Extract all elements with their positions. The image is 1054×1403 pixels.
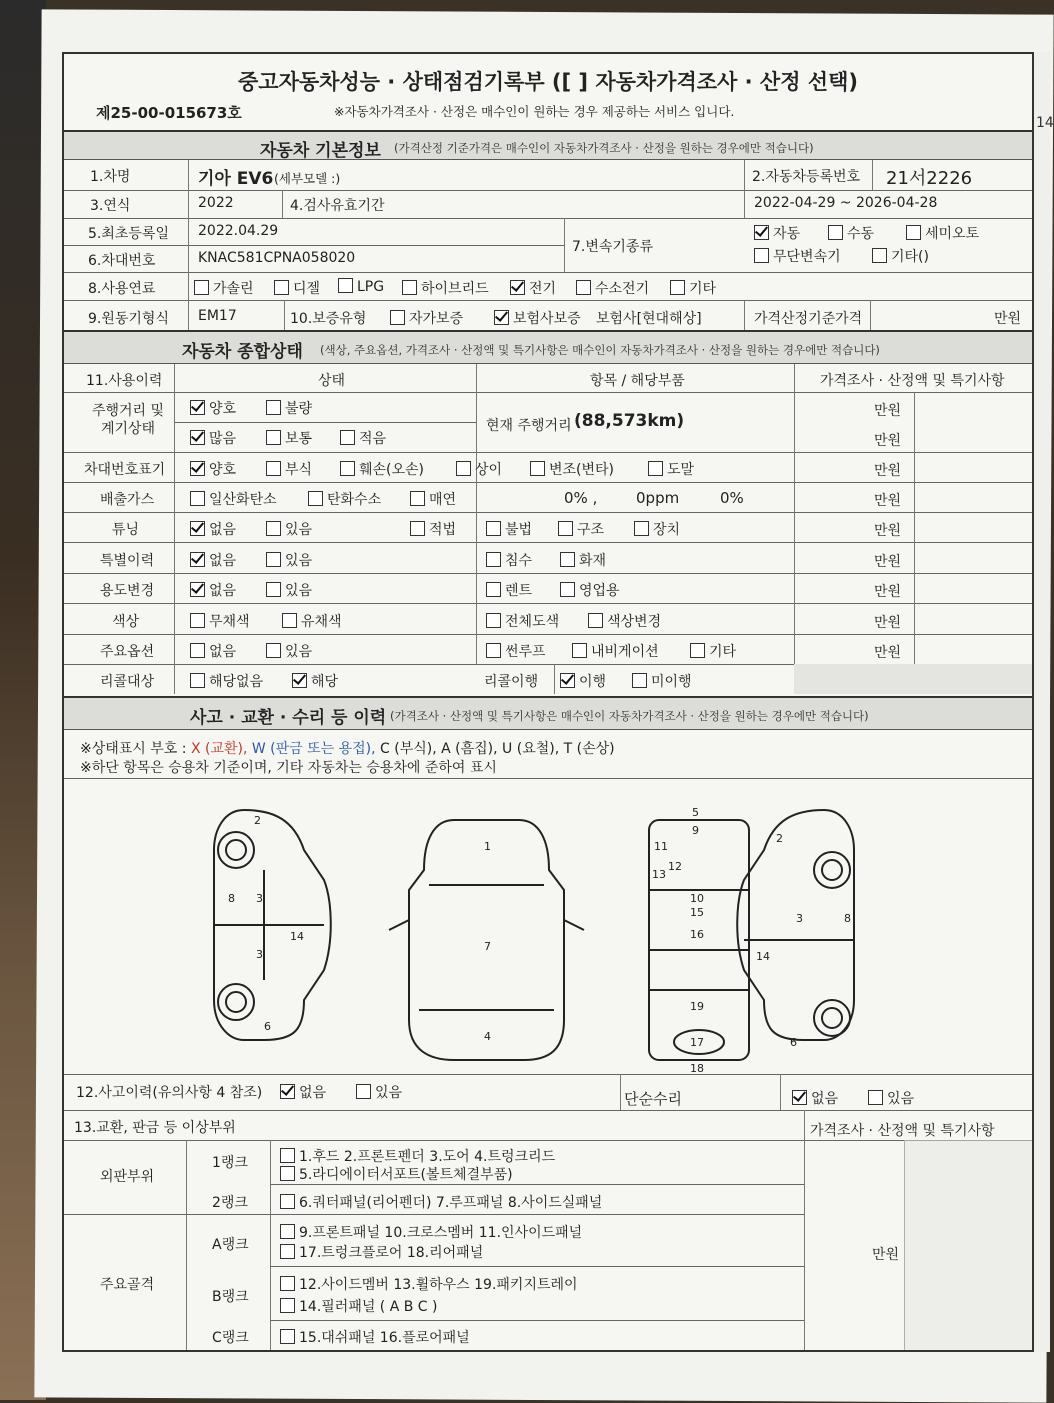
- chromatic-checkbox[interactable]: [282, 613, 297, 628]
- warranty-label: 10.보증유형: [290, 311, 367, 327]
- manual-checkbox[interactable]: [828, 225, 843, 240]
- right-part-label-3: 3: [796, 912, 803, 925]
- overall-state-note: (색상, 주요옵션, 가격조사 · 산정액 및 특기사항은 매수인이 자동차가격조사 · 산정을 원하는 경우에만 적습니다): [320, 343, 880, 357]
- fuel-other-checkbox[interactable]: [670, 280, 685, 295]
- legend-line: [80, 738, 615, 758]
- mileage-normal-checkbox[interactable]: [266, 430, 281, 445]
- part-label-2: 2: [254, 814, 261, 827]
- rankB-items-2: 14.필러패널 ( A B C ): [280, 1296, 438, 1316]
- options-none[interactable]: 없음: [190, 641, 236, 661]
- hydrogen-checkbox[interactable]: [576, 280, 591, 295]
- accident-note: (가격조사 · 산정액 및 특기사항은 매수인이 자동차가격조사 · 산정을 원하는 경우에만 적습니다): [390, 709, 869, 723]
- part-label-4: 4: [484, 1030, 491, 1043]
- year-label: 3.연식: [90, 198, 131, 214]
- color-full-paint[interactable]: 전체도색: [486, 611, 559, 631]
- smoke-checkbox[interactable]: [410, 491, 425, 506]
- mileage-good-checkbox[interactable]: [190, 400, 205, 415]
- part-label-18: 18: [690, 1062, 704, 1075]
- rank2-label: 2랭크: [212, 1195, 248, 1211]
- right-part-label-8: 8: [844, 912, 851, 925]
- mileage-price-unit-2: 만원: [874, 433, 902, 449]
- car-name-label: 1.차명: [90, 169, 131, 185]
- part-label-1: 1: [484, 840, 491, 853]
- rankA-checkbox-2[interactable]: [280, 1244, 295, 1259]
- gasoline-checkbox[interactable]: [194, 280, 209, 295]
- special-none[interactable]: 없음: [190, 550, 236, 570]
- tuning-label: 튜닝: [112, 522, 140, 538]
- right-side-front-wheel: [814, 852, 850, 888]
- accident-header: [64, 696, 1032, 730]
- recall-label: 리콜대상: [100, 674, 155, 690]
- insurer-name: 보험사[현대해상]: [596, 311, 702, 327]
- outer-panel-label: 외판부위: [100, 1169, 155, 1185]
- options-other[interactable]: 기타: [690, 641, 736, 661]
- overall-state-title: 자동차 종합상태: [182, 342, 303, 362]
- part-label-19: 19: [690, 1000, 704, 1013]
- sunroof-checkbox[interactable]: [486, 643, 501, 658]
- emission-co[interactable]: 일산화탄소: [190, 489, 277, 509]
- hc-value: 0ppm: [636, 489, 680, 507]
- options-exists-checkbox[interactable]: [266, 643, 281, 658]
- usage-change-none[interactable]: 없음: [190, 580, 236, 600]
- warranty-insurer[interactable]: 보험사보증: [494, 308, 581, 328]
- usage-change-exists[interactable]: 있음: [266, 580, 312, 600]
- basic-info-title: 자동차 기본정보: [260, 141, 381, 161]
- rankB-label: B랭크: [212, 1289, 249, 1305]
- tuning-none-checkbox[interactable]: [190, 521, 205, 536]
- semi-auto-checkbox[interactable]: [906, 225, 921, 240]
- transmission-auto[interactable]: 자동: [754, 223, 800, 243]
- part-label-15: 15: [690, 906, 704, 919]
- radiator-checkbox[interactable]: [280, 1166, 295, 1181]
- part-label-16: 16: [690, 928, 704, 941]
- reg-number-label: 2.자동차등록번호: [752, 169, 861, 185]
- right-part-label-2: 2: [776, 832, 783, 845]
- device-checkbox[interactable]: [634, 521, 649, 536]
- engine-value: EM17: [198, 308, 237, 324]
- mileage-many[interactable]: 많음: [190, 428, 236, 448]
- options-none-checkbox[interactable]: [190, 643, 205, 658]
- inspection-period-value: 2022-04-29 ~ 2026-04-28: [754, 195, 938, 211]
- rankC-label: C랭크: [212, 1330, 249, 1346]
- smoke-value: 0%: [720, 489, 744, 507]
- right-part-label-14: 14: [756, 950, 770, 963]
- accident-history-label: 12.사고이력(유의사항 4 참조): [76, 1085, 263, 1101]
- fuel-electric[interactable]: 전기: [510, 278, 556, 298]
- rankB-checkbox[interactable]: [280, 1276, 295, 1291]
- usage-history-header: 11.사용이력: [86, 373, 163, 389]
- transmission-manual[interactable]: 수동: [828, 223, 874, 243]
- adjacent-page-number: 14: [1036, 115, 1054, 131]
- hybrid-checkbox[interactable]: [402, 280, 417, 295]
- business-checkbox[interactable]: [560, 582, 575, 597]
- emission-hc[interactable]: 탄화수소: [308, 489, 381, 509]
- part-label-3a: 3: [256, 892, 263, 905]
- structure-checkbox[interactable]: [558, 521, 573, 536]
- rent-checkbox[interactable]: [486, 582, 501, 597]
- engine-label: 9.원동기형식: [88, 311, 169, 327]
- color-chromatic[interactable]: 유채색: [282, 611, 342, 631]
- accident-none-checkbox[interactable]: [280, 1084, 295, 1099]
- color-change-checkbox[interactable]: [588, 613, 603, 628]
- rank1-items: 1.후드 2.프론트펜더 3.도어 4.트렁크리드: [280, 1146, 555, 1166]
- rankC-checkbox[interactable]: [280, 1329, 295, 1344]
- transmission-other[interactable]: 기타(): [872, 246, 929, 266]
- co-checkbox[interactable]: [190, 491, 205, 506]
- vin-good-checkbox[interactable]: [190, 461, 205, 476]
- current-mileage-value: (88,573km): [574, 411, 685, 431]
- electric-checkbox[interactable]: [510, 280, 525, 295]
- accident-none[interactable]: 없음: [280, 1082, 326, 1102]
- part-label-17: 17: [690, 1036, 704, 1049]
- tuning-structure[interactable]: 구조: [558, 519, 604, 539]
- part-label-9: 9: [692, 824, 699, 837]
- special-none-checkbox[interactable]: [190, 552, 205, 567]
- recall-not-done[interactable]: 미이행: [632, 671, 692, 691]
- basic-info-note: (가격산정 기준가격은 매수인이 자동차가격조사 · 산정을 원하는 경우에만 적습니다): [394, 141, 814, 155]
- exchange-price-unit: 만원: [872, 1247, 900, 1263]
- options-navigation[interactable]: 내비게이션: [572, 641, 659, 661]
- part-label-3b: 3: [256, 948, 263, 961]
- overall-state-header: [64, 330, 1032, 364]
- recall-applicable[interactable]: 해당: [292, 671, 338, 691]
- vin-label: 6.차대번호: [88, 253, 156, 269]
- right-part-label-6: 6: [790, 1036, 797, 1049]
- vin-damaged-checkbox[interactable]: [340, 461, 355, 476]
- tuning-exists-checkbox[interactable]: [266, 521, 281, 536]
- color-change[interactable]: 색상변경: [588, 611, 661, 631]
- simple-repair-label: 단순수리: [624, 1090, 682, 1108]
- co-value: 0% ,: [564, 489, 598, 507]
- mileage-bad-checkbox[interactable]: [266, 400, 281, 415]
- accident-exists-checkbox[interactable]: [356, 1084, 371, 1099]
- part-label-8: 8: [228, 892, 235, 905]
- special-price-unit: 만원: [874, 554, 902, 570]
- auto-checkbox[interactable]: [754, 225, 769, 240]
- rank2-items: 6.쿼터패널(리어펜더) 7.루프패널 8.사이드실패널: [280, 1192, 602, 1212]
- options-label: 주요옵션: [100, 644, 155, 660]
- recall-not-applicable[interactable]: 해당없음: [190, 671, 263, 691]
- special-exists-checkbox[interactable]: [266, 552, 281, 567]
- options-exists[interactable]: 있음: [266, 641, 312, 661]
- rankA-checkbox[interactable]: [280, 1224, 295, 1239]
- current-mileage-label: 현재 주행거리: [486, 418, 572, 434]
- fire-checkbox[interactable]: [560, 552, 575, 567]
- usage-price-unit: 만원: [874, 584, 902, 600]
- fuel-label: 8.사용연료: [88, 281, 156, 297]
- rank2-checkbox[interactable]: [280, 1194, 295, 1209]
- simple-repair-none[interactable]: 없음: [792, 1088, 838, 1108]
- basic-info-header: [64, 130, 1032, 160]
- rank1-items-2: 5.라디에이터서포트(볼트체결부품): [280, 1164, 513, 1184]
- color-price-unit: 만원: [874, 615, 902, 631]
- vin-mark-stolen[interactable]: 도말: [648, 459, 694, 479]
- fuel-other[interactable]: 기타: [670, 278, 716, 298]
- usage-rent[interactable]: 렌트: [486, 580, 532, 600]
- legend-note: ※하단 항목은 승용차 기준이며, 기타 자동차는 승용차에 준하여 표시: [80, 760, 497, 776]
- car-diagram: [184, 790, 884, 1075]
- fuel-gasoline[interactable]: 가솔린: [194, 278, 254, 298]
- usage-exists-checkbox[interactable]: [266, 582, 281, 597]
- fuel-diesel[interactable]: 디젤: [274, 278, 320, 298]
- special-flood[interactable]: 침수: [486, 550, 532, 570]
- accident-exists[interactable]: 있음: [356, 1082, 402, 1102]
- fuel-hybrid[interactable]: 하이브리드: [402, 278, 489, 298]
- recall-done-label: 리콜이행: [484, 674, 539, 690]
- car-name-value: 기아 EV6: [198, 169, 274, 189]
- vin-mark-corroded[interactable]: 부식: [266, 459, 312, 479]
- special-history-label: 특별이력: [100, 553, 155, 569]
- self-warranty-checkbox[interactable]: [390, 310, 405, 325]
- price-base-label: 가격산정기준가격: [754, 311, 863, 327]
- part-label-7: 7: [484, 940, 491, 953]
- rankA-items: 9.프론트패널 10.크로스멤버 11.인사이드패널: [280, 1222, 582, 1242]
- tuning-device[interactable]: 장치: [634, 519, 680, 539]
- tuning-exists[interactable]: 있음: [266, 519, 312, 539]
- inspection-form: [62, 52, 1034, 1352]
- rankB-items: 12.사이드멤버 13.휠하우스 19.패키지트레이: [280, 1274, 578, 1294]
- mileage-good[interactable]: 양호: [190, 398, 236, 418]
- hc-checkbox[interactable]: [308, 491, 323, 506]
- document-number: 제25-00-015673호: [96, 104, 242, 122]
- legend-weld: W (판금 또는 용접),: [251, 741, 376, 757]
- frame-label: 주요골격: [100, 1277, 155, 1293]
- part-label-14: 14: [290, 930, 304, 943]
- insurer-warranty-checkbox[interactable]: [494, 310, 509, 325]
- car-name-detail: (세부모델 :): [274, 171, 341, 186]
- first-registration-value: 2022.04.29: [198, 223, 279, 239]
- rank1-label: 1랭크: [212, 1155, 248, 1171]
- part-label-5: 5: [692, 806, 699, 819]
- right-side-rear-wheel: [814, 1000, 850, 1036]
- color-label: 색상: [112, 614, 140, 630]
- navigation-checkbox[interactable]: [572, 643, 587, 658]
- recall-done[interactable]: 이행: [560, 671, 606, 691]
- mileage-many-checkbox[interactable]: [190, 430, 205, 445]
- simple-repair-exists[interactable]: 있음: [868, 1088, 914, 1108]
- exchange-label: 13.교환, 판금 등 이상부위: [74, 1120, 236, 1136]
- usage-none-checkbox[interactable]: [190, 582, 205, 597]
- price-base-unit: 만원: [994, 311, 1022, 327]
- special-fire[interactable]: 화재: [560, 550, 606, 570]
- options-price-unit: 만원: [874, 645, 902, 661]
- achromatic-checkbox[interactable]: [190, 613, 205, 628]
- legend-exchange: X (교환),: [190, 741, 248, 757]
- transmission-semi[interactable]: 세미오토: [906, 223, 979, 243]
- vin-mark-altered[interactable]: 변조(변타): [530, 459, 614, 479]
- part-label-6: 6: [264, 1020, 271, 1033]
- right-side-body: [737, 810, 854, 1040]
- state-header: 상태: [318, 373, 346, 389]
- flood-checkbox[interactable]: [486, 552, 501, 567]
- recall-done-checkbox[interactable]: [560, 673, 575, 688]
- transmission-cvt[interactable]: 무단변속기: [754, 246, 841, 266]
- fuel-lpg[interactable]: LPG: [338, 278, 384, 295]
- form-title: 중고자동차성능 · 상태점검기록부 ([ ] 자동차가격조사 · 산정 선택): [238, 70, 858, 94]
- recall-applicable-checkbox[interactable]: [292, 673, 307, 688]
- emission-smoke[interactable]: 매연: [410, 489, 456, 509]
- repair-exists-checkbox[interactable]: [868, 1090, 883, 1105]
- illegal-checkbox[interactable]: [486, 521, 501, 536]
- exchange-price-header: 가격조사 · 산정액 및 특기사항: [810, 1123, 995, 1139]
- vin-different-checkbox[interactable]: [456, 461, 471, 476]
- tuning-illegal[interactable]: 불법: [486, 519, 532, 539]
- diesel-checkbox[interactable]: [274, 280, 289, 295]
- recall-na-checkbox[interactable]: [190, 673, 205, 688]
- mileage-normal[interactable]: 보통: [266, 428, 312, 448]
- rankA-label: A랭크: [212, 1237, 249, 1253]
- vin-corroded-checkbox[interactable]: [266, 461, 281, 476]
- rankA-items-2: 17.트렁크플로어 18.리어패널: [280, 1242, 483, 1262]
- first-registration-label: 5.최초등록일: [88, 226, 169, 242]
- tuning-legal[interactable]: 적법: [410, 519, 456, 539]
- part-label-10: 10: [690, 892, 704, 905]
- part-label-12: 12: [668, 860, 682, 873]
- year-value: 2022: [198, 195, 234, 211]
- color-achromatic[interactable]: 무채색: [190, 611, 250, 631]
- vin-mark-damaged[interactable]: 훼손(오손): [340, 459, 424, 479]
- vin-mark-label: 차대번호표기: [84, 462, 166, 478]
- transmission-label: 7.변속기종류: [572, 239, 653, 255]
- vin-mark-different[interactable]: 상이: [456, 459, 502, 479]
- lpg-checkbox[interactable]: [338, 278, 353, 293]
- cvt-checkbox[interactable]: [754, 248, 769, 263]
- mileage-bad[interactable]: 불량: [266, 398, 312, 418]
- price-notes-header: 가격조사 · 산정액 및 특기사항: [820, 373, 1005, 389]
- pillar-checkbox[interactable]: [280, 1298, 295, 1313]
- tuning-price-unit: 만원: [874, 523, 902, 539]
- vin-stolen-checkbox[interactable]: [648, 461, 663, 476]
- tuning-none[interactable]: 없음: [190, 519, 236, 539]
- inspection-period-label: 4.검사유효기간: [290, 198, 385, 214]
- trans-other-checkbox[interactable]: [872, 248, 887, 263]
- part-label-11: 11: [654, 840, 668, 853]
- emission-price-unit: 만원: [874, 493, 902, 509]
- part-label-13: 13: [652, 868, 666, 881]
- fuel-hydrogen[interactable]: 수소전기: [576, 278, 649, 298]
- left-side-front-wheel: [218, 832, 254, 868]
- warranty-self[interactable]: 자가보증: [390, 308, 463, 328]
- legend-rest: C (부식), A (흠집), U (요철), T (손상): [380, 741, 615, 757]
- full-paint-checkbox[interactable]: [486, 613, 501, 628]
- left-side-rear-wheel: [218, 984, 254, 1020]
- vin-mark-price-unit: 만원: [874, 463, 902, 479]
- options-sunroof[interactable]: 썬루프: [486, 641, 546, 661]
- usage-business[interactable]: 영업용: [560, 580, 620, 600]
- mileage-few-checkbox[interactable]: [340, 430, 355, 445]
- mileage-label: 주행거리 및 계기상태: [91, 403, 165, 437]
- rank1-checkbox[interactable]: [280, 1148, 295, 1163]
- mileage-few[interactable]: 적음: [340, 428, 386, 448]
- recall-not-done-checkbox[interactable]: [632, 673, 647, 688]
- accident-title: 사고 · 교환 · 수리 등 이력: [190, 708, 387, 728]
- item-header: 항목 / 해당부품: [590, 373, 685, 389]
- usage-change-label: 용도변경: [100, 583, 155, 599]
- service-notice: ※자동차가격조사 · 산정은 매수인이 원하는 경우 제공하는 서비스 입니다.: [334, 104, 735, 119]
- repair-none-checkbox[interactable]: [792, 1090, 807, 1105]
- emission-label: 배출가스: [100, 492, 155, 508]
- legend-prefix: ※상태표시 부호 :: [80, 741, 187, 757]
- reg-number-value: 21서2226: [886, 168, 973, 189]
- mileage-price-unit-1: 만원: [874, 403, 902, 419]
- vin-value: KNAC581CPNA058020: [198, 250, 356, 266]
- options-other-checkbox[interactable]: [690, 643, 705, 658]
- vin-altered-checkbox[interactable]: [530, 461, 545, 476]
- legal-checkbox[interactable]: [410, 521, 425, 536]
- rankC-items: 15.대쉬패널 16.플로어패널: [280, 1327, 470, 1347]
- special-exists[interactable]: 있음: [266, 550, 312, 570]
- vin-mark-good[interactable]: 양호: [190, 459, 236, 479]
